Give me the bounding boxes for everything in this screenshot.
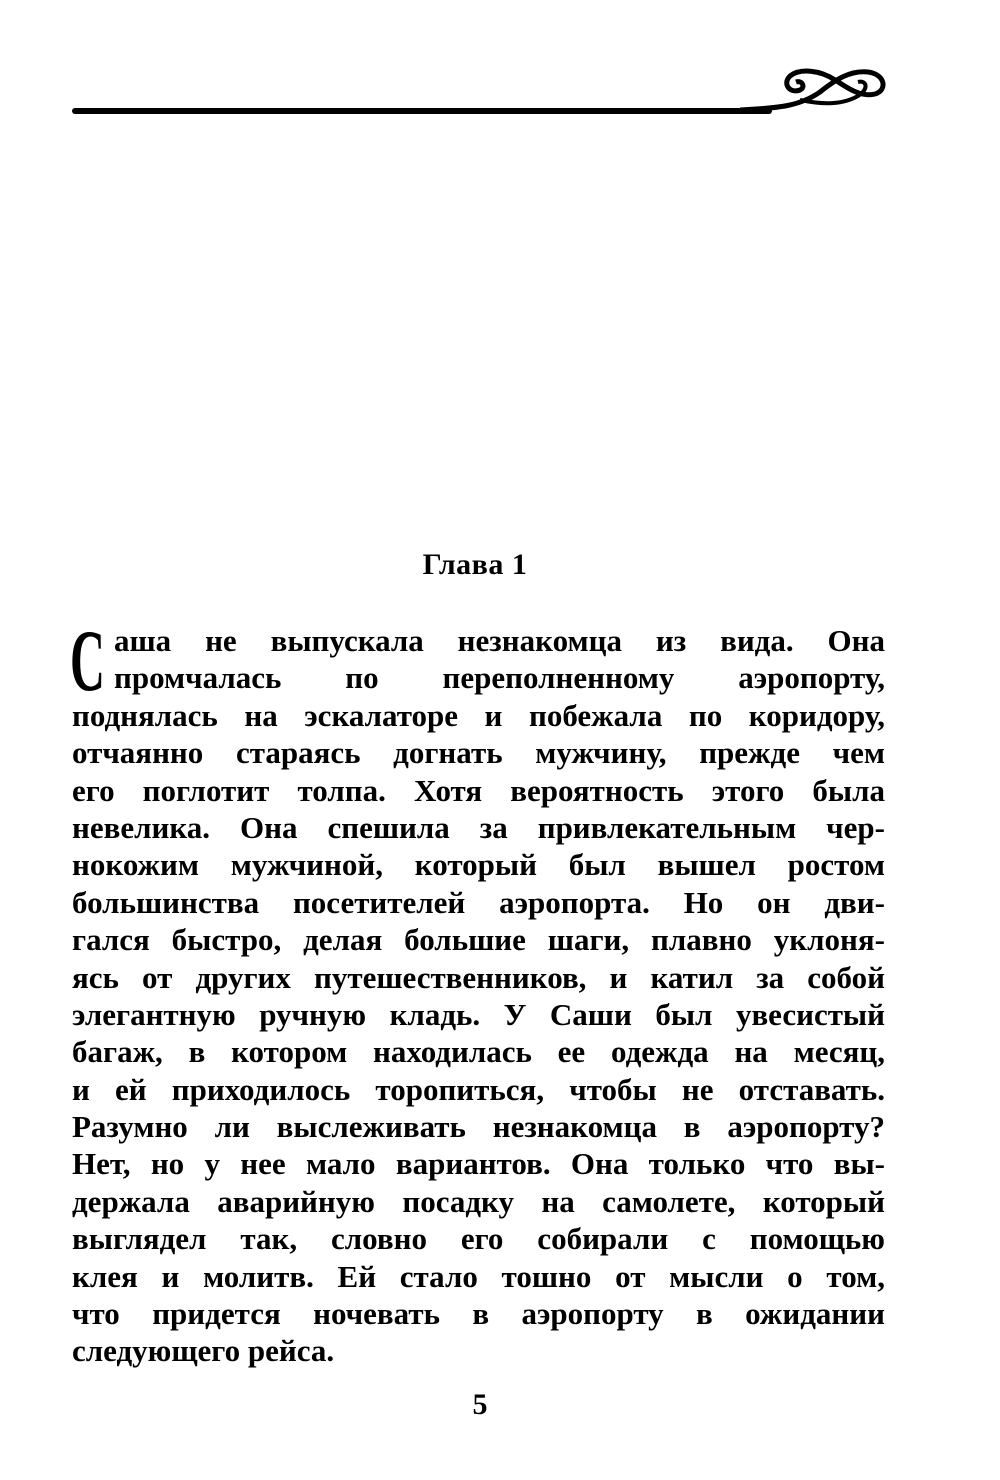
text-line: невелика. Она спешила за привлекательным чер-: [72, 809, 885, 845]
text-line: следующего рейса.: [72, 1333, 335, 1369]
body-text: [70, 613, 885, 1370]
chapter-title: Глава 1: [422, 548, 528, 581]
text-line: его поглотит толпа. Хотя вероятность этого была: [72, 772, 885, 808]
text-line: поднялась на эскалаторе и побежала по коридору,: [72, 697, 885, 733]
text-line: Разумно ли выслеживать незнакомца в аэропорту?: [72, 1109, 885, 1145]
header-rule: [72, 108, 772, 114]
text-line: отчаянно стараясь догнать мужчину, прежде чем: [72, 735, 885, 771]
text-line: и ей приходилось торопиться, чтобы не отставать.: [72, 1071, 885, 1107]
text-line: элегантную ручную кладь. У Саши был увесистый: [72, 996, 885, 1032]
text-line: выглядел так, словно его собирали с помощью: [72, 1221, 885, 1257]
text-line: промчалась по переполненному аэропорту,: [114, 660, 885, 696]
text-line: что придется ночевать в аэропорту в ожидании: [72, 1296, 885, 1332]
text-line: багаж, в котором находилась ее одежда на месяц,: [72, 1034, 885, 1070]
text-line: аша не выпускала незнакомца из вида. Она: [114, 623, 885, 658]
page-number: 5: [472, 1388, 488, 1421]
text-line: большинства посетителей аэропорта. Но он дви-: [72, 884, 885, 920]
text-line: нокожим мужчиной, который был вышел ростом: [72, 847, 885, 883]
text-line: клея и молитв. Ей стало тошно от мысли о том,: [72, 1258, 885, 1294]
text-line: гался быстро, делая большие шаги, плавно уклоня-: [72, 922, 885, 958]
drop-cap: С: [70, 613, 105, 710]
flourish-ornament-icon: [740, 62, 890, 122]
text-line: держала аварийную посадку на самолете, который: [72, 1183, 885, 1219]
text-line: Нет, но у нее мало вариантов. Она только что вы-: [72, 1146, 885, 1182]
text-line: ясь от других путешественников, и катил за собой: [72, 959, 885, 995]
